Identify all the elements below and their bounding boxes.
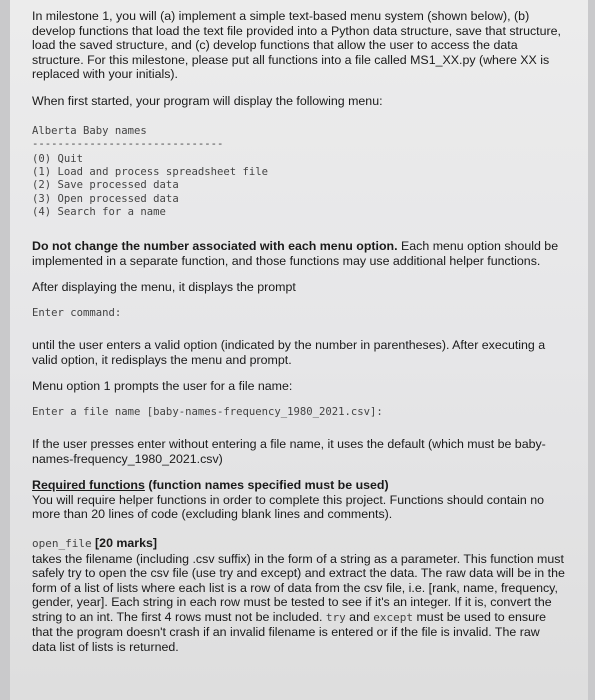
menu-example (32, 125, 566, 219)
required-heading (32, 478, 566, 493)
open-file-desc-1: takes the filename (including .csv suffix) in the form of a string as a parameter. This function must safely try to open the csv file (use try and except) and extract the data. The raw data will be in the form of a list of lists where each list is a row of data from the csv file, i.e. [rank, name, frequency, gender, year]. Each string in each row must be tested to see if it's an integer. If it is, convert the string to an int. The first 4 rows must not be included. (32, 551, 565, 624)
open-file-desc-2: must be used to ensure that the program doesn't crash if an invalid filename is entered or if the file is invalid. The raw data list of lists is returned. (32, 609, 546, 655)
document-page (10, 0, 588, 700)
kw-try: try (325, 610, 346, 624)
menu-note-bold: Do not change the number associated with each menu option. (32, 238, 398, 253)
required-heading-rest: (function names specified must be used) (144, 478, 389, 493)
menu-option-4: (4) Search for a name (32, 205, 166, 218)
menu-option-2: (2) Save processed data (32, 179, 179, 192)
kw-except: except (373, 610, 414, 624)
after-menu-text: After displaying the menu, it displays the prompt (32, 280, 296, 295)
first-started-text: When first started, your program will display the following menu: (32, 93, 383, 108)
file-name-prompt: Enter a file name [baby-names-frequency_1980_2021.csv]: (32, 405, 383, 418)
menu-option-0: (0) Quit (32, 152, 84, 165)
menu-title: Alberta Baby names (32, 124, 147, 137)
command-prompt: Enter command: (32, 306, 122, 319)
and-text: and (345, 609, 374, 624)
open-file-heading (32, 536, 566, 552)
menu-option-1: (1) Load and process spreadsheet file (32, 166, 268, 179)
required-body: You will require helper functions in order to complete this project. Functions should contain no more than 20 lines of code (excluding blank lines and comments). (32, 492, 544, 522)
open-file-marks: [20 marks] (91, 535, 158, 550)
default-note: If the user presses enter without entering a file name, it uses the default (which must be baby-names-frequency_1980_2021.csv) (32, 436, 546, 466)
menu-note-rest: Each menu option should be implemented in a separate function, and those functions may use additional helper functions. (32, 238, 559, 268)
option1-text: Menu option 1 prompts the user for a file name: (32, 379, 293, 394)
open-file-name: open_file (32, 536, 92, 550)
menu-options (32, 153, 566, 219)
menu-option-3: (3) Open processed data (32, 192, 179, 205)
open-file-description (32, 552, 566, 655)
until-valid-text: until the user enters a valid option (indicated by the number in parentheses). After executing a valid option, it redisplays the menu and prompt. (32, 337, 546, 367)
menu-note (32, 239, 566, 268)
required-heading-underlined: Required functions (32, 478, 145, 493)
intro-paragraph: In milestone 1, you will (a) implement a simple text-based menu system (shown below), (b) develop functions that load the text file provided into a Python data structure, save that structure, load the saved structure, and (c) develop functions that allow the user to access the data structure. For this milestone, please put all functions into a file called MS1_XX.py (where XX is replaced with your initials). (32, 9, 561, 82)
menu-separator: ------------------------------ (32, 137, 224, 150)
